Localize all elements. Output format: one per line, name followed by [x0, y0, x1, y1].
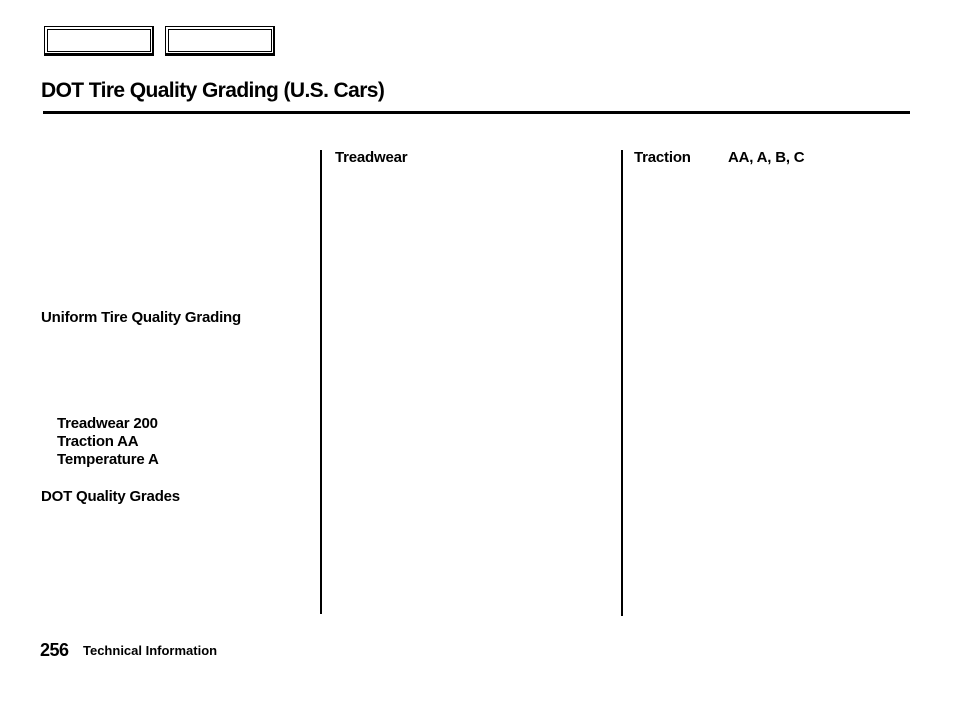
column-divider-left [320, 150, 322, 614]
section-name: Technical Information [83, 643, 218, 658]
example-traction: Traction AA [57, 433, 139, 450]
example-treadwear: Treadwear 200 [57, 415, 158, 432]
traction-grades: AA, A, B, C [728, 149, 805, 166]
example-temperature: Temperature A [57, 451, 159, 468]
page-number: 256 [40, 640, 69, 660]
dot-quality-grades-heading: DOT Quality Grades [41, 488, 180, 505]
next-page-button[interactable] [165, 26, 275, 56]
previous-page-button[interactable] [44, 26, 154, 56]
uniform-grading-heading: Uniform Tire Quality Grading [41, 309, 241, 326]
column-divider-right [621, 150, 623, 616]
treadwear-heading: Treadwear [335, 149, 408, 166]
traction-heading: Traction [634, 149, 691, 166]
title-divider [43, 111, 910, 114]
page-title: DOT Tire Quality Grading (U.S. Cars) [41, 79, 385, 102]
